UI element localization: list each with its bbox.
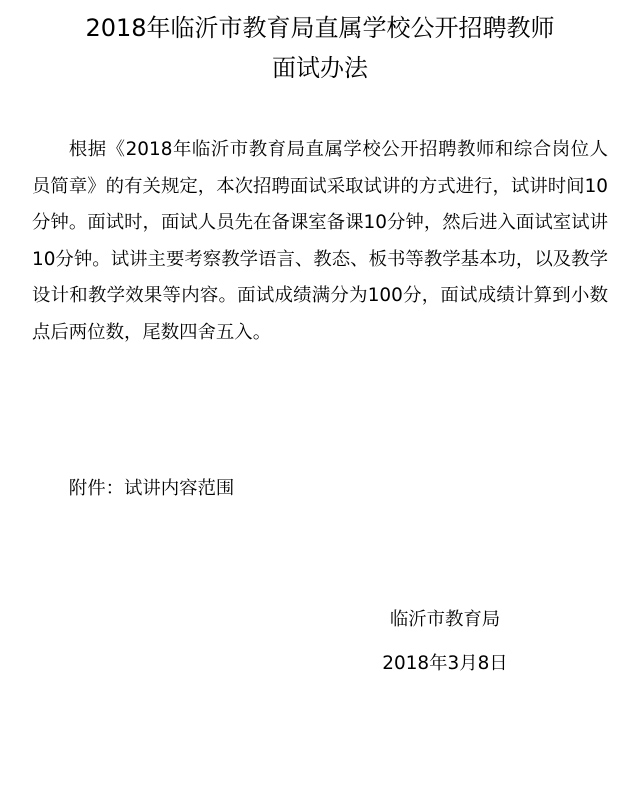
body-paragraph: 根据《2018年临沂市教育局直属学校公开招聘教师和综合岗位人员简章》的有关规定，本次招聘面试采取试讲的方式进行，试讲时间10分钟。面试时，面试人员先在备课室备课10分钟，然后进入面试室试讲10分钟。试讲主要考察教学语言、教态、板书等教学基本功，以及教学设计和教学效果等内容。面试成绩满分为100分，面试成绩计算到小数点后两位数，尾数四舍五入。 [32,139,608,343]
signature-block [330,598,560,686]
issuer-name: 临沂市教育局 [389,609,501,630]
title-line-1: 2018年临沂市教育局直属学校公开招聘教师 [85,14,555,42]
document-title [0,8,640,88]
title-line-2: 面试办法 [272,54,368,82]
issue-date: 2018年3月8日 [382,653,508,674]
attachment-note: 附件：试讲内容范围 [68,478,235,499]
